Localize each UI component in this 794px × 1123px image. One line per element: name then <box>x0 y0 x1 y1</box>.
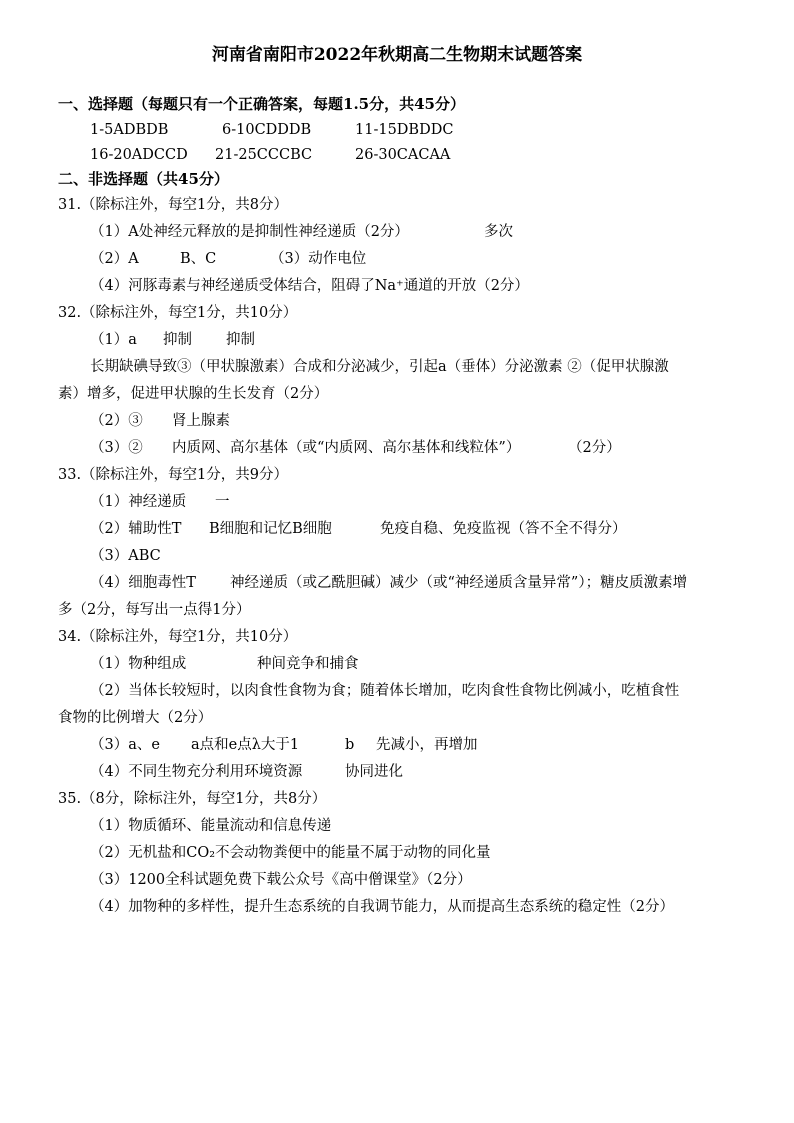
q32-answer-1c: 抑制 <box>226 332 255 348</box>
q31-answer-3: （3）动作电位 <box>270 251 367 267</box>
q34-answer-4: （4）不同生物充分利用环境资源 <box>90 764 303 780</box>
q33-answer-1b: 一 <box>215 494 230 510</box>
q32-heading: 32.（除标注外，每空1分，共10分） <box>58 305 298 321</box>
q31-heading: 31.（除标注外，每空1分，共8分） <box>58 197 289 213</box>
q35-answer-3: （3）1200全科试题免费下载公众号《高中僧课堂》（2分） <box>90 872 472 888</box>
mc-answers-16-20: 16-20ADCCD <box>90 147 188 163</box>
q34-heading: 34.（除标注外，每空1分，共10分） <box>58 629 298 645</box>
q35-answer-4: （4）加物种的多样性，提升生态系统的自我调节能力，从而提高生态系统的稳定性（2分） <box>90 899 674 915</box>
q35-answer-2: （2）无机盐和CO₂不会动物粪便中的能量不属于动物的同化量 <box>90 845 491 861</box>
q34-answer-3d: 先减小，再增加 <box>376 737 478 753</box>
q31-answer-1: （1）A处神经元释放的是抑制性神经递质（2分） <box>90 224 409 240</box>
mc-answers-6-10: 6-10CDDDB <box>222 122 312 138</box>
q32-answer-2: （2）③ <box>90 413 143 429</box>
mc-answers-11-15: 11-15DBDDC <box>355 122 454 138</box>
q34-answer-2b: 食物的比例增大（2分） <box>58 710 213 726</box>
q34-answer-2: （2）当体长较短时，以肉食性食物为食；随着体长增加，吃肉食性食物比例减小，吃植食性 <box>90 683 680 699</box>
q33-answer-3: （3）ABC <box>90 548 161 564</box>
q33-answer-2b: B细胞和记忆B细胞 <box>209 521 332 537</box>
q31-answer-4: （4）河豚毒素与神经递质受体结合，阻碍了Na⁺通道的开放（2分） <box>90 278 529 294</box>
q33-answer-2: （2）辅助性T <box>90 521 182 537</box>
q31-answer-2b: B、C <box>180 251 217 267</box>
q32-paragraph-line1: 长期缺碘导致③（甲状腺激素）合成和分泌减少，引起a（垂体）分泌激素 ②（促甲状腺激 <box>90 359 669 375</box>
q34-answer-3b: a点和e点λ大于1 <box>191 737 300 753</box>
mc-answers-21-25: 21-25CCCBC <box>215 147 313 163</box>
q32-answer-1b: 抑制 <box>163 332 192 348</box>
q35-answer-1: （1）物质循环、能量流动和信息传递 <box>90 818 332 834</box>
section2-heading: 二、非选择题（共45分） <box>58 170 229 188</box>
q32-answer-2b: 肾上腺素 <box>172 413 230 429</box>
q33-answer-4b: 神经递质（或乙酰胆碱）减少（或“神经递质含量异常”）；糖皮质激素增 <box>230 575 688 591</box>
mc-answers-1-5: 1-5ADBDB <box>90 122 169 138</box>
q32-paragraph-line2: 素）增多，促进甲状腺的生长发育（2分） <box>58 386 329 402</box>
q32-answer-3: （3）② <box>90 440 143 456</box>
q33-heading: 33.（除标注外，每空1分，共9分） <box>58 467 289 483</box>
q35-heading: 35.（8分，除标注外，每空1分，共8分） <box>58 791 327 807</box>
mc-answers-26-30: 26-30CACAA <box>355 147 451 163</box>
q34-answer-4b: 协同进化 <box>345 764 403 780</box>
q34-answer-1: （1）物种组成 <box>90 656 187 672</box>
q31-answer-2: （2）A <box>90 251 139 267</box>
q32-answer-1: （1）a <box>90 332 137 348</box>
q34-answer-3: （3）a、e <box>90 737 160 753</box>
q33-answer-2c: 免疫自稳、免疫监视（答不全不得分） <box>380 521 627 537</box>
q33-answer-4: （4）细胞毒性T <box>90 575 196 591</box>
q33-answer-4c: 多（2分，每写出一点得1分） <box>58 602 251 618</box>
q31-answer-1b: 多次 <box>484 224 513 240</box>
page-title: 河南省南阳市2022年秋期高二生物期末试题答案 <box>211 45 583 65</box>
section1-heading: 一、选择题（每题只有一个正确答案，每题1.5分，共45分） <box>58 95 465 113</box>
q33-answer-1: （1）神经递质 <box>90 494 187 510</box>
q34-answer-3c: b <box>345 737 355 753</box>
q34-answer-1b: 种间竞争和捕食 <box>257 656 359 672</box>
q32-answer-3b: 内质网、高尔基体（或“内质网、高尔基体和线粒体”） <box>172 440 521 456</box>
q32-answer-3c: （2分） <box>568 440 621 456</box>
